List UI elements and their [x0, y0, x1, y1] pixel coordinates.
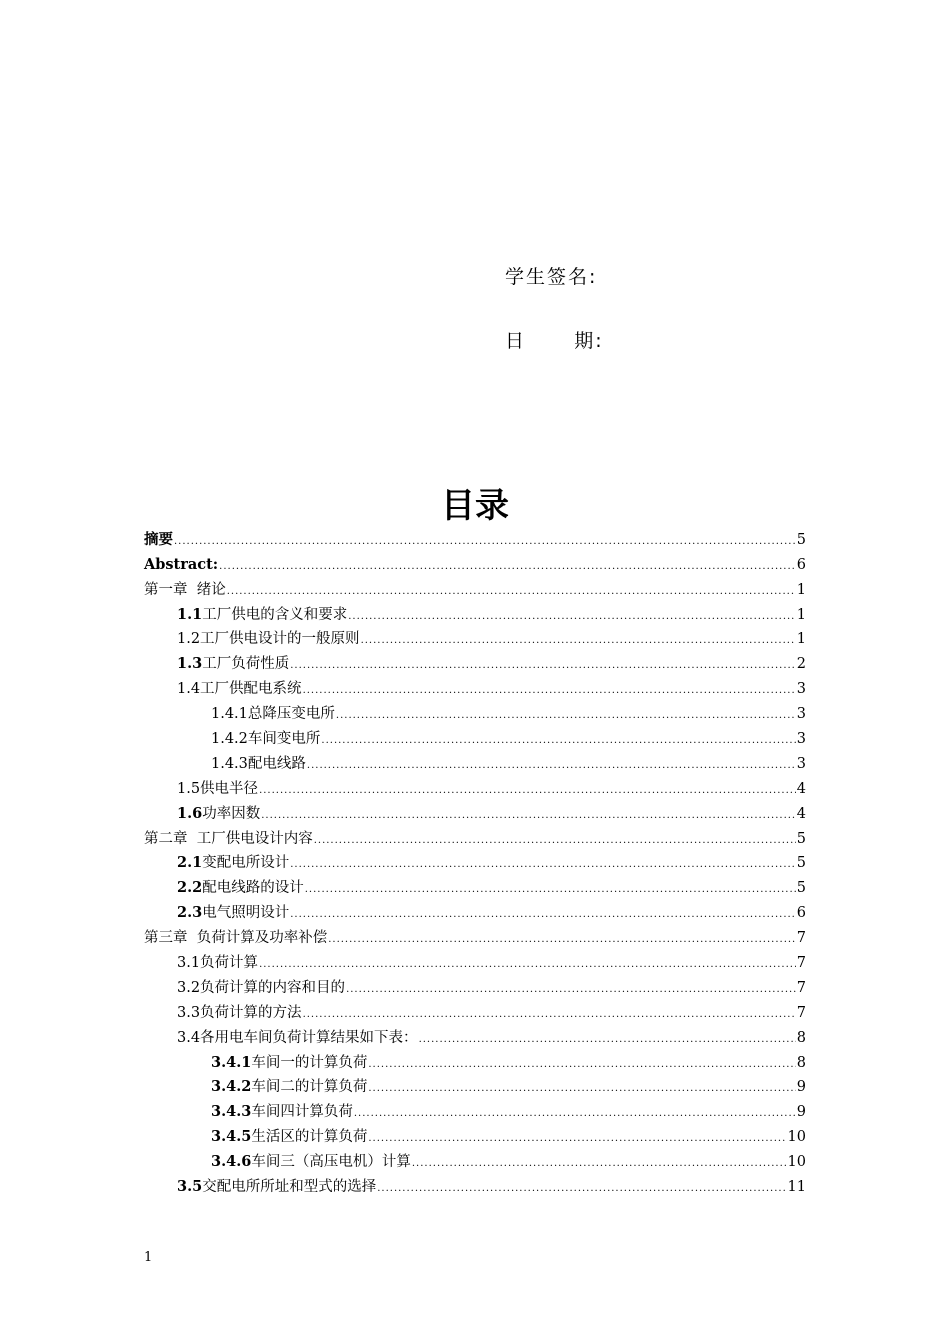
toc-title: 目录 — [441, 486, 509, 526]
toc-entry[interactable] — [144, 972, 806, 997]
toc-entry[interactable] — [144, 997, 806, 1022]
toc-dot-leader — [419, 1033, 796, 1047]
toc-entry[interactable] — [144, 897, 806, 922]
toc-dot-leader — [354, 1107, 796, 1121]
toc-entry-number: 1.3 — [177, 655, 203, 673]
toc-entry[interactable] — [144, 1047, 806, 1072]
toc-entry-page: 5 — [796, 531, 806, 548]
toc-entry-label: 工厂供电的含义和要求 — [202, 606, 348, 623]
toc-entry-label: 摘要 — [144, 530, 173, 548]
toc-dot-leader — [219, 560, 796, 574]
toc-entry[interactable] — [144, 748, 806, 773]
toc-entry-label: 3.4各用电车间负荷计算结果如下表： — [177, 1029, 418, 1046]
toc-entry-page: 9 — [796, 1079, 806, 1096]
toc-dot-leader — [307, 759, 796, 773]
toc-entry-page: 5 — [796, 855, 806, 872]
toc-entry-label: 3.3负荷计算的方法 — [177, 1004, 302, 1021]
toc-entry-number: 1.1 — [177, 605, 203, 623]
toc-entry[interactable] — [144, 673, 806, 698]
toc-dot-leader — [368, 1082, 795, 1096]
toc-dot-leader — [368, 1058, 795, 1072]
toc-entry-page: 10 — [787, 1154, 806, 1171]
toc-entry[interactable] — [144, 599, 806, 624]
toc-entry-page: 1 — [796, 581, 806, 598]
toc-dot-leader — [412, 1157, 787, 1171]
toc-entry-page: 4 — [796, 805, 806, 822]
toc-entry[interactable] — [144, 1121, 806, 1146]
toc-entry-page: 5 — [796, 830, 806, 847]
toc-entry-page: 11 — [787, 1179, 806, 1196]
toc-dot-leader — [328, 933, 796, 947]
toc-entry[interactable] — [144, 1096, 806, 1121]
toc-entry-page: 3 — [796, 706, 806, 723]
toc-dot-leader — [348, 610, 796, 624]
toc-entry-number: 1.6 — [177, 804, 203, 822]
toc-dot-leader — [314, 834, 796, 848]
toc-entry-label: 1.2工厂供电设计的一般原则 — [177, 631, 360, 648]
toc-entry-page: 8 — [796, 1029, 806, 1046]
toc-entry-page: 7 — [796, 955, 806, 972]
toc-entry-page: 2 — [796, 656, 806, 673]
toc-dot-leader — [290, 858, 796, 872]
toc-dot-leader — [227, 585, 796, 599]
toc-entry[interactable] — [144, 1072, 806, 1097]
toc-entry-page: 1 — [796, 631, 806, 648]
toc-entry[interactable] — [144, 798, 806, 823]
toc-entry[interactable] — [144, 872, 806, 897]
toc-entry-number: 2.3 — [177, 904, 203, 922]
toc-entry-page: 6 — [796, 905, 806, 922]
toc-entry-label: Abstract: — [144, 555, 219, 573]
toc-entry-label: 功率因数 — [202, 805, 261, 822]
toc-entry-label: 变配电所设计 — [202, 855, 290, 872]
toc-entry-page: 4 — [796, 780, 806, 797]
toc-dot-leader — [290, 659, 796, 673]
toc-entry-label: 车间四计算负荷 — [251, 1104, 353, 1121]
toc-dot-leader — [259, 784, 796, 798]
toc-dot-leader — [174, 535, 796, 549]
toc-entry-label: 1.4.3配电线路 — [211, 755, 306, 772]
toc-entry-label: 1.4.1总降压变电所 — [211, 706, 335, 723]
toc-dot-leader — [377, 1182, 786, 1196]
toc-entry-number: 3.4.6 — [211, 1153, 252, 1171]
toc-entry-label: 电气照明设计 — [202, 905, 290, 922]
toc-dot-leader — [361, 634, 796, 648]
table-of-contents — [144, 524, 806, 1196]
toc-entry-label: 车间三（高压电机）计算 — [251, 1154, 411, 1171]
toc-entry-page: 1 — [796, 606, 806, 623]
toc-entry[interactable] — [144, 1022, 806, 1047]
toc-entry[interactable] — [144, 723, 806, 748]
toc-entry-label: 3.2负荷计算的内容和目的 — [177, 979, 346, 996]
toc-entry[interactable] — [144, 922, 806, 947]
toc-entry[interactable] — [144, 1146, 806, 1171]
toc-entry-number: 3.5 — [177, 1178, 203, 1196]
toc-entry-label: 第三章 负荷计算及功率补偿 — [144, 930, 328, 947]
toc-entry-label: 第二章 工厂供电设计内容 — [144, 830, 313, 847]
toc-entry-label: 生活区的计算负荷 — [251, 1129, 368, 1146]
toc-entry-page: 3 — [796, 731, 806, 748]
toc-entry-number: 3.4.1 — [211, 1053, 252, 1071]
toc-entry-number: 2.1 — [177, 854, 203, 872]
toc-dot-leader — [303, 1008, 796, 1022]
toc-entry[interactable] — [144, 698, 806, 723]
toc-entry[interactable] — [144, 1171, 806, 1196]
toc-entry-page: 5 — [796, 880, 806, 897]
toc-entry-label: 1.4.2车间变电所 — [211, 731, 321, 748]
page-number: 1 — [144, 1250, 153, 1265]
toc-entry[interactable] — [144, 773, 806, 798]
toc-entry-label: 车间一的计算负荷 — [251, 1054, 368, 1071]
toc-entry-label: 交配电所所址和型式的选择 — [202, 1179, 377, 1196]
toc-entry[interactable] — [144, 574, 806, 599]
toc-entry-label: 3.1负荷计算 — [177, 955, 259, 972]
toc-dot-leader — [346, 983, 796, 997]
toc-entry-label: 第一章 绪论 — [144, 581, 226, 598]
toc-dot-leader — [368, 1132, 786, 1146]
toc-entry-page: 6 — [796, 556, 806, 573]
toc-entry[interactable] — [144, 549, 806, 574]
toc-dot-leader — [321, 734, 795, 748]
toc-entry[interactable] — [144, 648, 806, 673]
toc-entry-label: 配电线路的设计 — [202, 880, 304, 897]
toc-dot-leader — [336, 709, 796, 723]
toc-entry-number: 3.4.3 — [211, 1103, 252, 1121]
toc-entry[interactable] — [144, 848, 806, 873]
toc-entry-page: 7 — [796, 930, 806, 947]
toc-dot-leader — [259, 958, 796, 972]
toc-entry[interactable] — [144, 524, 806, 549]
toc-dot-leader — [305, 883, 796, 897]
toc-entry-page: 3 — [796, 681, 806, 698]
toc-entry[interactable] — [144, 624, 806, 649]
toc-entry[interactable] — [144, 823, 806, 848]
toc-entry-label: 1.5供电半径 — [177, 780, 259, 797]
toc-entry-label: 车间二的计算负荷 — [251, 1079, 368, 1096]
toc-entry-number: 3.4.5 — [211, 1128, 252, 1146]
toc-entry-label: 1.4工厂供配电系统 — [177, 681, 302, 698]
toc-entry-page: 9 — [796, 1104, 806, 1121]
toc-entry-page: 7 — [796, 1004, 806, 1021]
toc-entry[interactable] — [144, 947, 806, 972]
toc-dot-leader — [303, 684, 796, 698]
toc-entry-page: 10 — [787, 1129, 806, 1146]
toc-dot-leader — [290, 908, 796, 922]
toc-entry-page: 7 — [796, 979, 806, 996]
student-signature-label: 学生签名: — [505, 266, 598, 288]
toc-entry-label: 工厂负荷性质 — [202, 656, 290, 673]
toc-entry-number: 2.2 — [177, 879, 203, 897]
toc-dot-leader — [261, 809, 796, 823]
toc-entry-number: 3.4.2 — [211, 1078, 252, 1096]
date-label: 日 期: — [505, 330, 604, 352]
toc-entry-page: 3 — [796, 755, 806, 772]
toc-entry-page: 8 — [796, 1054, 806, 1071]
